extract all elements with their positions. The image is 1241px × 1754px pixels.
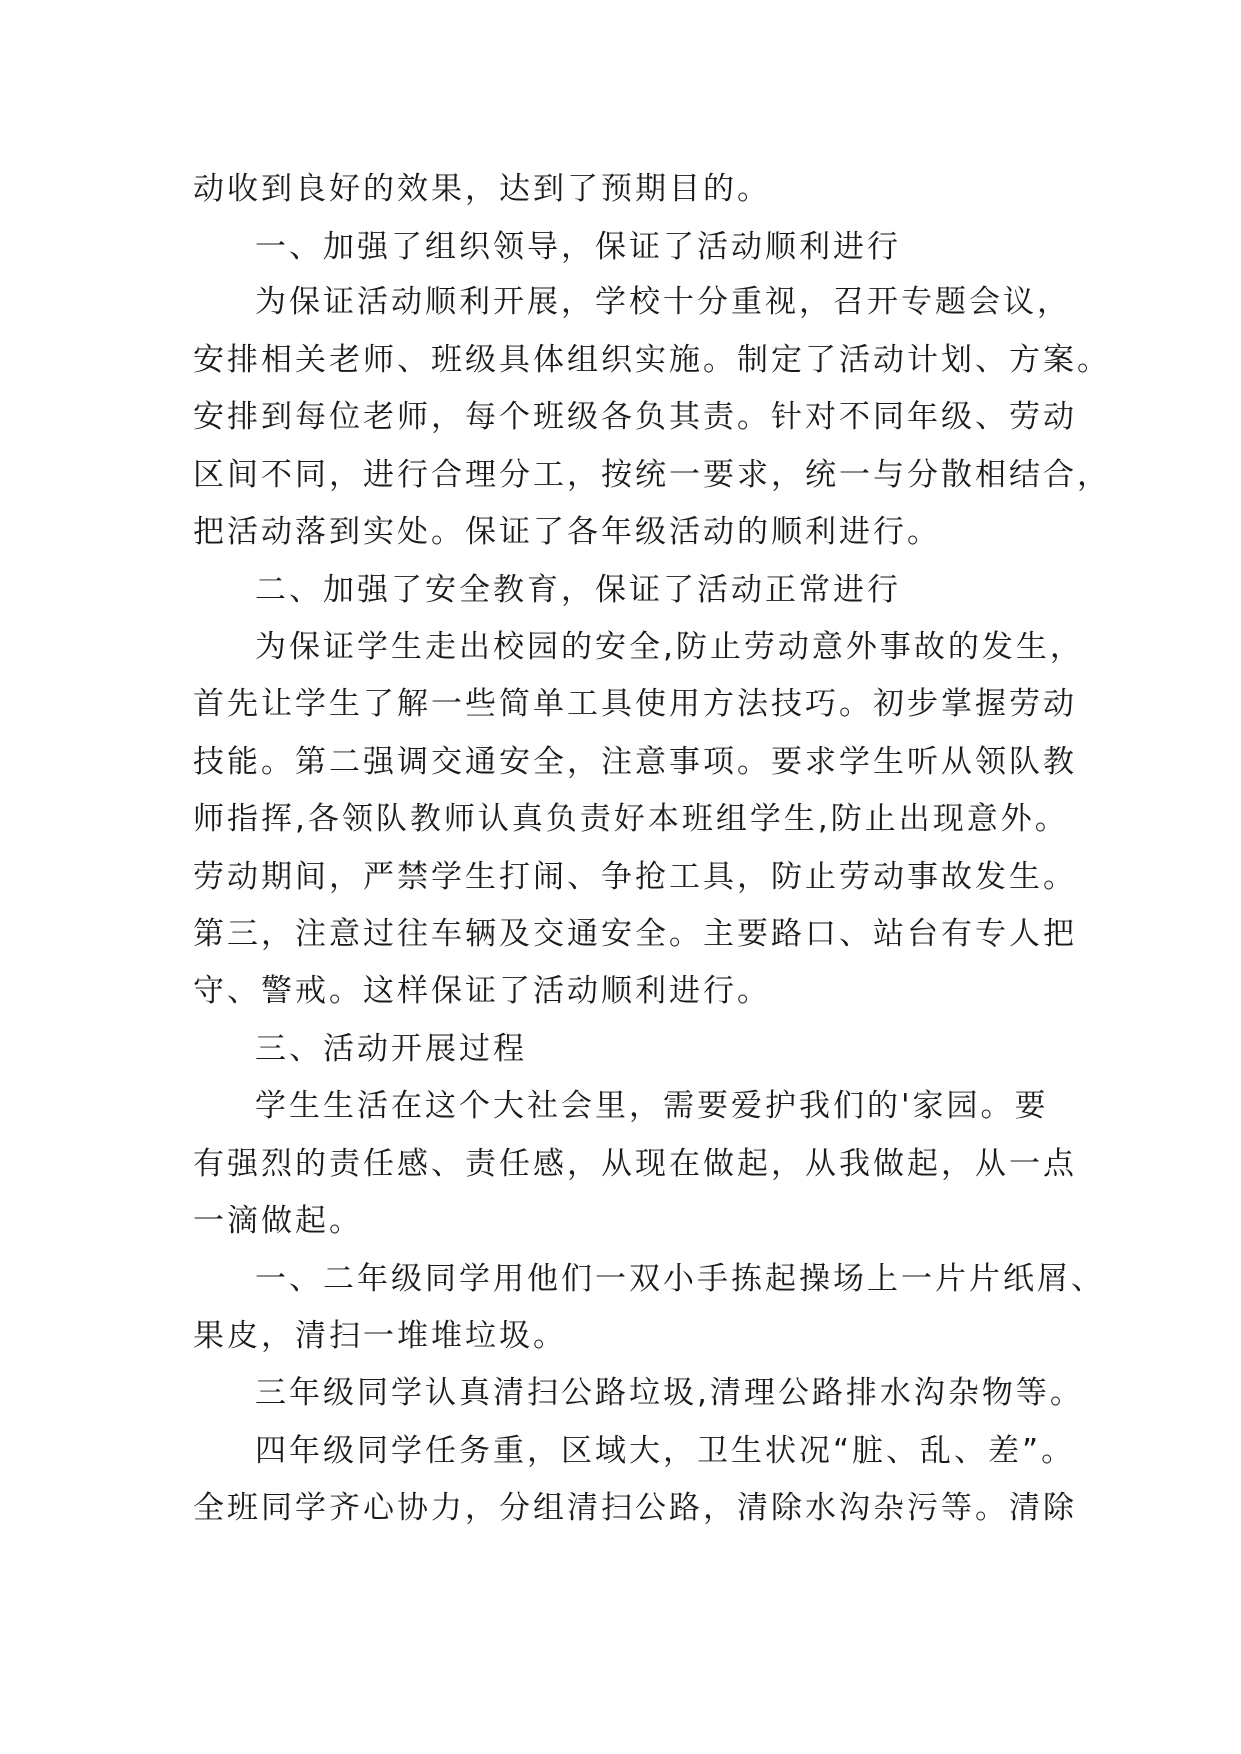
text-line: 第三，注意过往车辆及交通安全。主要路口、站台有专人把 — [193, 916, 1077, 952]
text-line: 技能。第二强调交通安全，注意事项。要求学生听从领队教 — [193, 744, 1077, 780]
text-line: 果皮，清扫一堆堆垃圾。 — [193, 1318, 567, 1354]
text-line: 区间不同，进行合理分工，按统一要求，统一与分散相结合， — [193, 457, 1111, 493]
paragraph-first-line: 一、二年级同学用他们一双小手拣起操场上一片片纸屑、 — [255, 1261, 1105, 1297]
text-line: 首先让学生了解一些简单工具使用方法技巧。初步掌握劳动 — [193, 686, 1077, 722]
text-line: 有强烈的责任感、责任感，从现在做起，从我做起，从一点 — [193, 1146, 1077, 1182]
paragraph-first-line: 学生生活在这个大社会里，需要爱护我们的'家园。要 — [255, 1088, 1049, 1124]
paragraph-first-line: 四年级同学任务重，区域大，卫生状况“脏、乱、差”。 — [255, 1433, 1076, 1469]
paragraph-first-line: 三年级同学认真清扫公路垃圾,清理公路排水沟杂物等。 — [255, 1375, 1084, 1411]
section-heading: 三、活动开展过程 — [255, 1031, 527, 1067]
text-line: 全班同学齐心协力，分组清扫公路，清除水沟杂污等。清除 — [193, 1490, 1077, 1526]
text-line: 动收到良好的效果，达到了预期目的。 — [193, 171, 771, 207]
paragraph-first-line: 为保证活动顺利开展，学校十分重视，召开专题会议， — [255, 284, 1071, 320]
text-line: 一滴做起。 — [193, 1203, 363, 1239]
section-heading: 二、加强了安全教育，保证了活动正常进行 — [255, 572, 901, 608]
text-line: 守、警戒。这样保证了活动顺利进行。 — [193, 973, 771, 1009]
text-line: 把活动落到实处。保证了各年级活动的顺利进行。 — [193, 514, 941, 550]
text-line: 劳动期间，严禁学生打闹、争抢工具，防止劳动事故发生。 — [193, 859, 1077, 895]
text-line: 安排相关老师、班级具体组织实施。制定了活动计划、方案。 — [193, 342, 1111, 378]
text-line: 师指挥,各领队教师认真负责好本班组学生,防止出现意外。 — [193, 801, 1069, 837]
text-line: 安排到每位老师，每个班级各负其责。针对不同年级、劳动 — [193, 399, 1077, 435]
paragraph-first-line: 为保证学生走出校园的安全,防止劳动意外事故的发生， — [255, 629, 1084, 665]
section-heading: 一、加强了组织领导，保证了活动顺利进行 — [255, 229, 901, 265]
